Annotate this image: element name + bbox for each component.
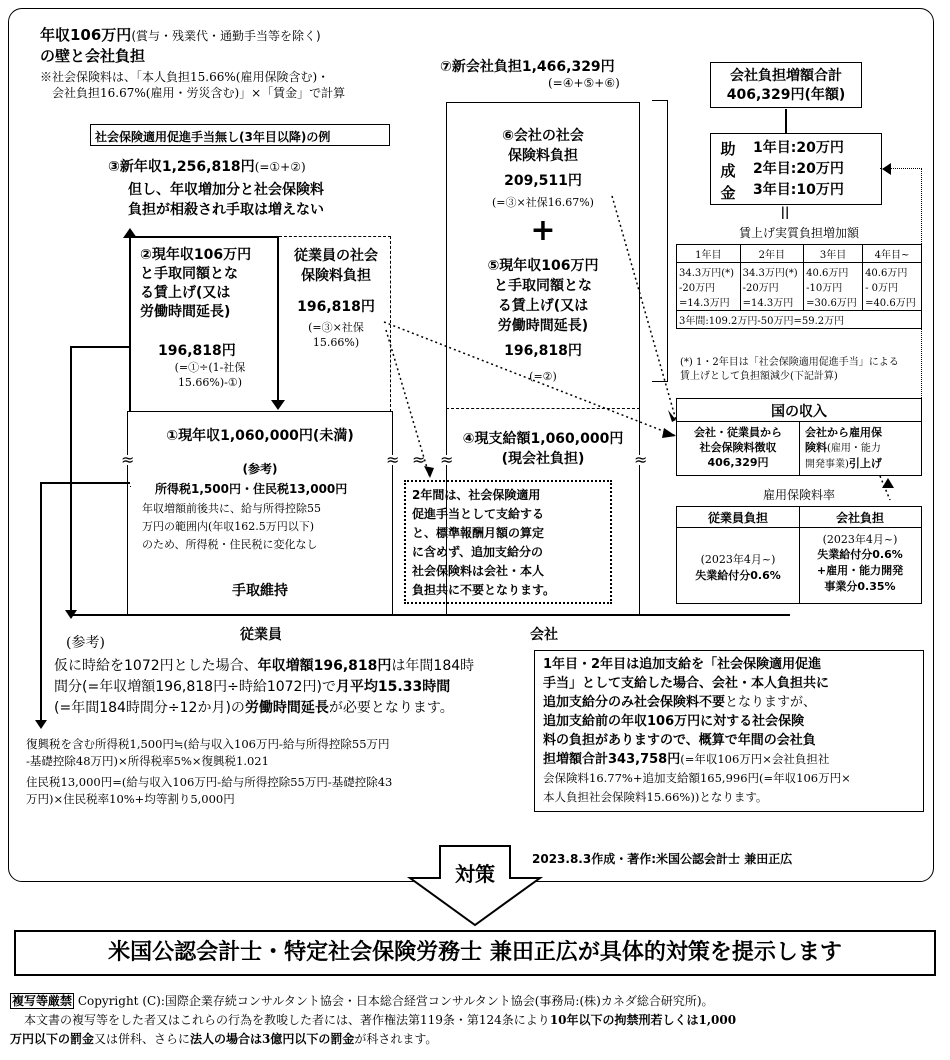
axis-company: 会社 xyxy=(530,627,558,643)
measure-label: 対策 xyxy=(455,862,495,886)
reference-label: (参考) xyxy=(66,635,105,651)
axis-employee: 従業員 xyxy=(240,627,282,643)
dotted-note-text: 2年間は、社会保険適用 促進手当として支給する と、標準報酬月額の算定 に含めず、追加支給分の 社会保険料は会社・本人 負担共に不要となります。 xyxy=(412,488,556,597)
author-credit: 2023.8.3作成・著作:米国公認会計士 兼田正広 xyxy=(532,852,793,866)
item1-note: 年収増額前後共に、給与所得控除55 万円の範囲内(年収162.5万円以下) のため、所得税・住民税に変化なし xyxy=(142,502,321,551)
break-mark: ≈ xyxy=(386,450,400,469)
item4-sub: (現会社負担) xyxy=(501,451,585,467)
emp-ins-rate-title: 雇用保険料率 xyxy=(762,488,835,502)
item7-formula: (=④+⑤+⑥) xyxy=(548,76,620,90)
tax-calc-income: 復興税を含む所得税1,500円≒(給与収入106万円-給与所得控除55万円 -基礎控除48万円)×所得税率5%×復興税1.021 xyxy=(26,737,390,768)
subsidy-year3: 3年目:10万円 xyxy=(753,182,844,198)
item2-formula: (=①÷(1-社保 15.66%)-①) xyxy=(174,361,246,389)
item3-desc1: 但し、年収増加分と社会保険料 xyxy=(128,182,324,198)
total-increase-amount: 406,329円(年額) xyxy=(726,87,846,103)
table-header: 2年目 xyxy=(740,245,804,263)
table-cell: 40.6万円 - 0万円 =40.6万円 xyxy=(863,263,922,311)
item6-amount: 209,511円 xyxy=(504,173,582,189)
item4-heading: ④現支給額1,060,000円 xyxy=(462,431,624,447)
item6-text: ⑥会社の社会 保険料負担 xyxy=(502,128,584,164)
example-label: 社会保険適用促進手当無し(3年目以降)の例 xyxy=(90,124,390,146)
subsidy-year1: 1年目:20万円 xyxy=(753,140,844,156)
item3-heading: ③新年収1,256,818円(=①+②) xyxy=(108,159,306,175)
item5-text: ⑤現年収106万円 と手取同額とな る賃上げ(又は 労働時間延長) xyxy=(487,258,599,334)
emp-insurance-text: 従業員の社会 保険料負担 xyxy=(294,248,378,284)
national-income-title: 国の収入 xyxy=(771,404,827,420)
subsidy-year2: 2年目:20万円 xyxy=(753,161,844,177)
break-mark: ≈ xyxy=(634,450,648,469)
item3-desc2: 負担が相殺され手取は増えない xyxy=(128,202,324,218)
emp-insurance-formula: (=③×社保 15.66%) xyxy=(308,321,364,349)
table-cell: 40.6万円 -10万円 =30.6万円 xyxy=(804,263,863,311)
page-title-line2: の壁と会社負担 xyxy=(40,47,146,65)
table-header: 1年目 xyxy=(677,245,741,263)
plus-sign: + xyxy=(530,213,556,248)
item1-tax: 所得税1,500円・住民税13,000円 xyxy=(155,482,348,496)
emp-insurance-amount: 196,818円 xyxy=(297,299,375,315)
item6-formula: (=③×社保16.67%) xyxy=(492,196,594,209)
page-title: 年収106万円(賞与・残業代・通勤手当等を除く) xyxy=(40,26,321,44)
emp-ins-emp-rate: 失業給付分0.6% xyxy=(695,569,781,582)
tax-calc-resident: 住民税13,000円=(給与収入106万円-給与所得控除55万円-基礎控除43 万円)×住民税率10%+均等割り5,000円 xyxy=(26,775,393,806)
table-summary: 3年間:109.2万円-50万円=59.2万円 xyxy=(677,311,922,329)
emp-ins-co-rate: 失業給付分0.6% +雇用・能力開発 事業分0.35% xyxy=(816,548,904,593)
item5-amount: 196,818円 xyxy=(504,343,582,359)
calc-note-1: ※社会保険料は、「本人負担15.66%(雇用保険含む)・ xyxy=(40,70,330,84)
national-income-left: 会社・従業員から 社会保険料徴収 406,329円 xyxy=(694,426,782,469)
table-cell: 34.3万円(*) -20万円 =14.3万円 xyxy=(677,263,741,311)
copyright-text: Copyright (C):国際企業存続コンサルタント協会・日本総合経営コンサルタント協会(事務局:(株)カネダ総合研究所)。 xyxy=(74,994,714,1008)
company-note-box: 1年目・2年目は追加支給を「社会保険適用促進 手当」として支給した場合、会社・本人負担共に 追加支給分のみ社会保険料不要となりますが、 追加支給前の年収106万円に対する社会保険 料の負担がありますので、概算で年間の会社負 担増額合計343,758円(=年収106万円×会社負担社 会保険料16.77%+追加支給額165,996円(=年収106万円× 本人負担社会保険料15.66%))となります。 xyxy=(534,650,924,812)
copyright-label: 複写等厳禁 xyxy=(12,994,73,1008)
calc-note-2: 会社負担16.67%(雇用・労災含む)」×「賃金」で計算 xyxy=(52,86,346,100)
emp-ins-emp-date: (2023年4月~) xyxy=(700,553,776,566)
equals-mark: || xyxy=(780,205,790,219)
wage-table-footnote: (*) 1・2年目は「社会保険適用促進手当」による 賃上げとして負担額減少(下記計算) xyxy=(680,357,899,382)
emp-ins-col2: 会社負担 xyxy=(835,511,884,525)
break-mark: ≈ xyxy=(412,450,426,469)
total-increase-label: 会社負担増額合計 xyxy=(730,68,842,84)
break-mark: ≈ xyxy=(440,450,454,469)
reference-text: 仮に時給を1072円とした場合、年収増額196,818円は年間184時 間分(=年収増額196,818円÷時給1072円)で月平均15.33時間 (=年間184時間分÷12か月)の労働時間延長が必要となります。 xyxy=(54,658,475,716)
subsidy-label: 助 成 金 xyxy=(720,140,736,202)
table-cell: 34.3万円(*) -20万円 =14.3万円 xyxy=(740,263,804,311)
item7-heading: ⑦新会社負担1,466,329円 xyxy=(440,59,615,75)
emp-ins-co-date: (2023年4月~) xyxy=(822,533,898,546)
item5-formula: (=②) xyxy=(529,370,557,383)
table-header: 3年目 xyxy=(804,245,863,263)
table-header: 4年目~ xyxy=(863,245,922,263)
copyright: 複写等厳禁 Copyright (C):国際企業存続コンサルタント協会・日本総合経営コンサルタント協会(事務局:(株)カネダ総合研究所)。 本文書の複写等をした者又はこれらの行為を教唆した者には、著作権法第119条・第124条により10年以下の拘禁刑若しくは1,000 万円以下の罰金又は併科、さらに法人の場合は3億円以下の罰金が科されます。 xyxy=(10,994,737,1046)
national-income-right: 会社から雇用保 険料(雇用・能力 開発事業)引上げ xyxy=(805,426,882,470)
item2-text: ②現年収106万円 と手取同額とな る賃上げ(又は 労働時間延長) xyxy=(140,247,252,320)
banner: 米国公認会計士・特定社会保険労務士 兼田正広が具体的対策を提示します xyxy=(14,930,936,976)
wage-table-title: 賃上げ実質負担増加額 xyxy=(738,226,859,240)
break-mark: ≈ xyxy=(121,450,135,469)
emp-ins-col1: 従業員負担 xyxy=(707,511,768,525)
item1-heading: ①現年収1,060,000円(未満) xyxy=(166,428,354,444)
item1-ref: (参考) xyxy=(242,462,278,476)
item1-keep: 手取維持 xyxy=(232,583,288,599)
item2-amount: 196,818円 xyxy=(158,343,236,359)
